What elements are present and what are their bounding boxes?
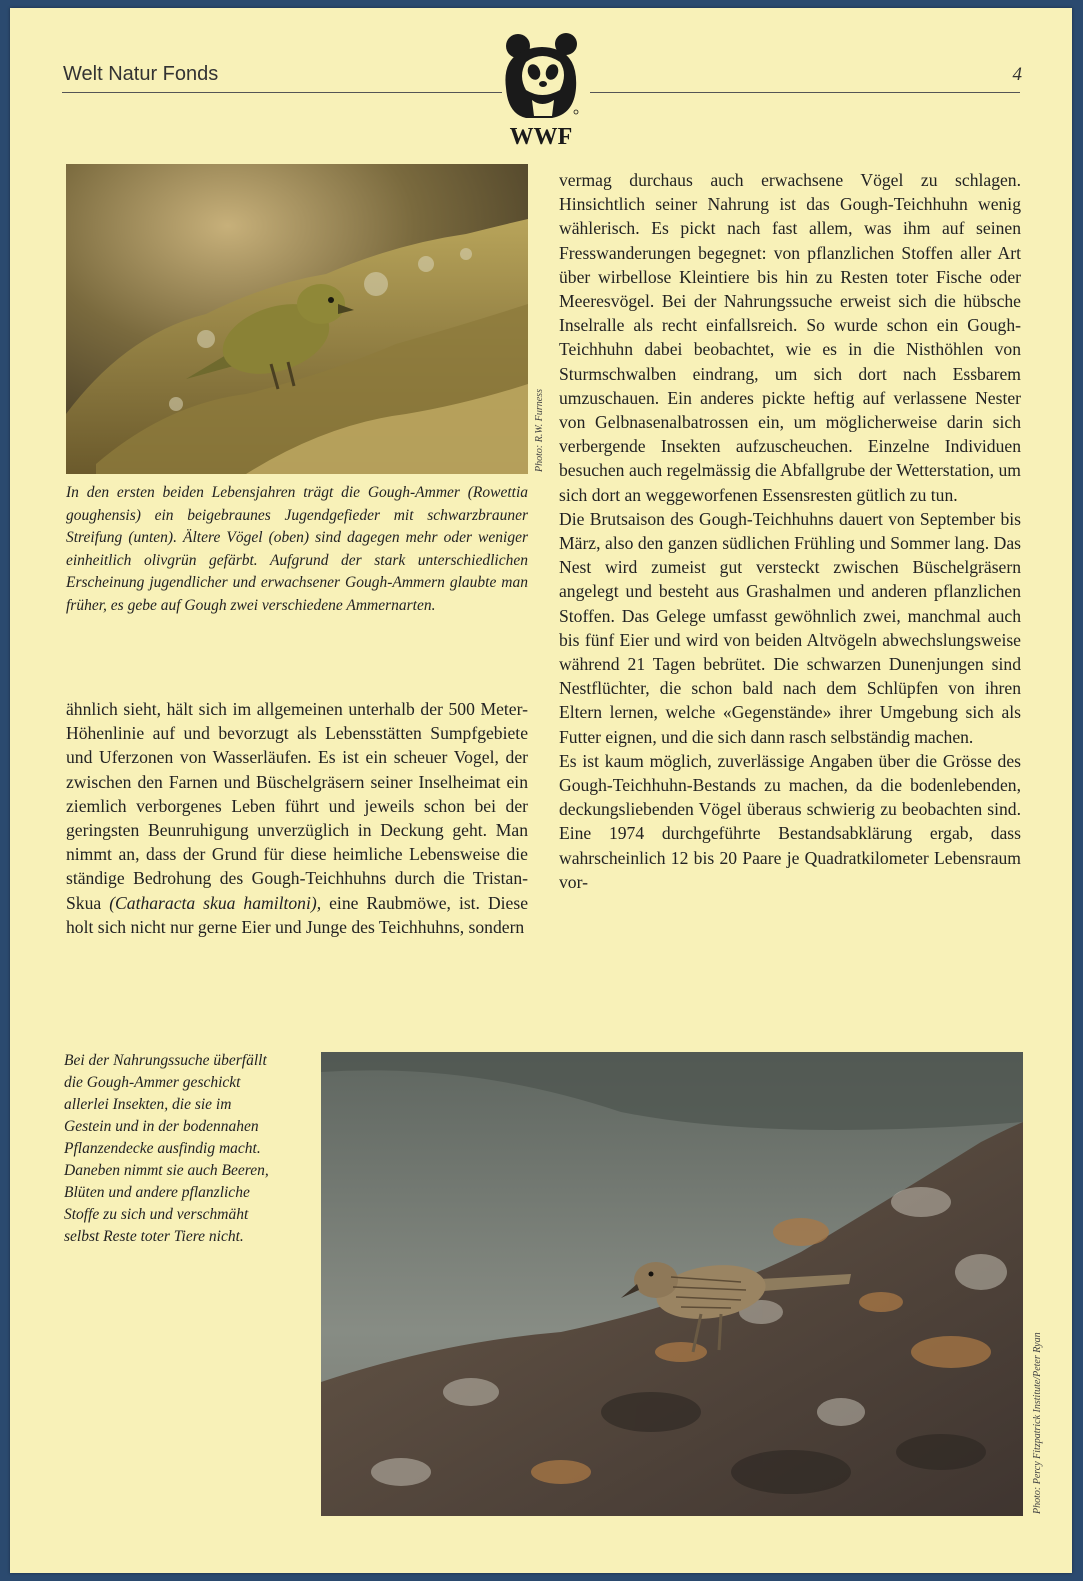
body-right-paragraph-1: vermag durchaus auch erwachsene Vögel zu schlagen. Hinsichtlich seiner Nahrung ist das Gough-Teichhuhn wenig wählerisch. Es pickt nach fast allem, was ihm auf seinen Fresswanderungen begegnet: von pflanzlichen Stoffen aller Art über wirbellose Kleintiere bis hin zu Resten toter Fische oder Meeresvögel. Bei der Nahrungssuche erweist sich die hübsche Inselralle als recht einfallsreich. So wurde schon ein Gough-Teichhuhn dabei beobachtet, wie es in die Nisthöhlen von Sturmschwalben eindrang, um sich dort nach Essbarem umzuschauen. Ein anderes pickte heftig auf verlassene Nester von Gelbnasenalbatrossen ein, um möglicherweise darin sich verbergende Insekten aufzuscheuchen. Einzelne Individuen besuchen auch regelmässig die Abfallgrube der Wetterstation, um sich dort an weggeworfenen Essensresten gütlich zu tun. [559, 170, 1021, 505]
panda-icon [496, 28, 586, 124]
photo-streaked-bird-on-rock [321, 1052, 1023, 1516]
body-column-left [66, 697, 528, 939]
photo-credit-bottom: Photo: Percy Fitzpatrick Institute/Peter Ryan [1032, 1332, 1043, 1514]
body-left-text-end: eine Raubmöwe, ist. Diese holt sich nicht nur gerne Eier und Junge des Teichhuhns, sondern [66, 892, 529, 937]
panda-logo [496, 28, 586, 160]
body-right-paragraph-3: Es ist kaum möglich, zuverlässige Angaben über die Grösse des Gough-Teichhuhn-Bestands zu machen, da die bodenlebenden, deckungsliebenden Vögel überaus schwierig zu beobachten sind. Eine 1974 durchgeführte Bestandsabklärung ergab, dass wahrscheinlich 12 bis 20 Paare je Quadratkilometer Lebensraum vor- [559, 750, 1021, 892]
header-rule-left [62, 92, 502, 93]
body-left-italic: (Catharacta skua hamiltoni), [109, 892, 322, 913]
photo-credit-top: Photo: R.W. Furness [534, 389, 545, 472]
header-rule-right [590, 92, 1020, 93]
page-number: 4 [1012, 64, 1022, 85]
document-page [10, 8, 1072, 1573]
body-right-paragraph-2: Die Brutsaison des Gough-Teichhuhns dauert von September bis März, also den ganzen südlichen Frühling und Sommer lang. Das Nest wird zumeist gut versteckt zwischen Büschelgräsern angelegt und besteht aus Grashalmen und anderen pflanzlichen Stoffen. Das Gelege umfasst gewöhnlich zwei, manchmal auch bis fünf Eier und wird von beiden Altvögeln abwechslungsweise während 21 Tagen bebrütet. Die schwarzen Dunenjungen sind Nestflüchter, die schon bald nach dem Schlüpfen von ihren Eltern lernen, welche «Gegenstände» ihrer Umgebung sich als Futter eignen, und die sich dann rasch selbständig machen. [559, 508, 1021, 747]
body-left-text: ähnlich sieht, hält sich im allgemeinen unterhalb der 500 Meter-Höhenlinie auf und bevorzugt als Lebensstätten Sumpfgebiete und Uferzonen von Wasserläufen. Es ist ein scheuer Vogel, der zwischen den Farnen und Büschelgräsern seiner Inselheimat ein ziemlich verborgenes Leben führt und jeweils schon bei der geringsten Beunruhigung unverzüglich in Deckung geht. Man nimmt an, dass der Grund für diese heimliche Lebensweise die ständige Bedrohung des Gough-Teichhuhns durch die Tristan-Skua [66, 699, 528, 913]
logo-wordmark: WWF [509, 124, 573, 150]
photo-bird-on-moss [66, 164, 528, 474]
caption-bottom: Bei der Nahrungssuche überfällt die Gough-Ammer geschickt allerlei Insekten, die sie im Gestein und in der bodennahen Pflanzendecke ausfindig macht. Daneben nimmt sie auch Beeren, Blüten und andere pflanzliche Stoffe zu sich und verschmäht selbst Reste toter Tiere nicht. [64, 1052, 269, 1245]
header-title: Welt Natur Fonds [63, 63, 219, 85]
body-column-right [559, 168, 1021, 894]
caption-top: In den ersten beiden Lebensjahren trägt die Gough-Ammer (Rowettia goughensis) ein beigebraunes Jugendgefieder mit schwarzbrauner Streifung (unten). Ältere Vögel (oben) sind dagegen mehr oder weniger einheitlich olivgrün gefärbt. Aufgrund der stark unterschiedlichen Erscheinung jugendlicher und erwachsener Gough-Ammern glaubte man früher, es gebe auf Gough zwei verschiedene Ammernarten. [66, 484, 528, 614]
